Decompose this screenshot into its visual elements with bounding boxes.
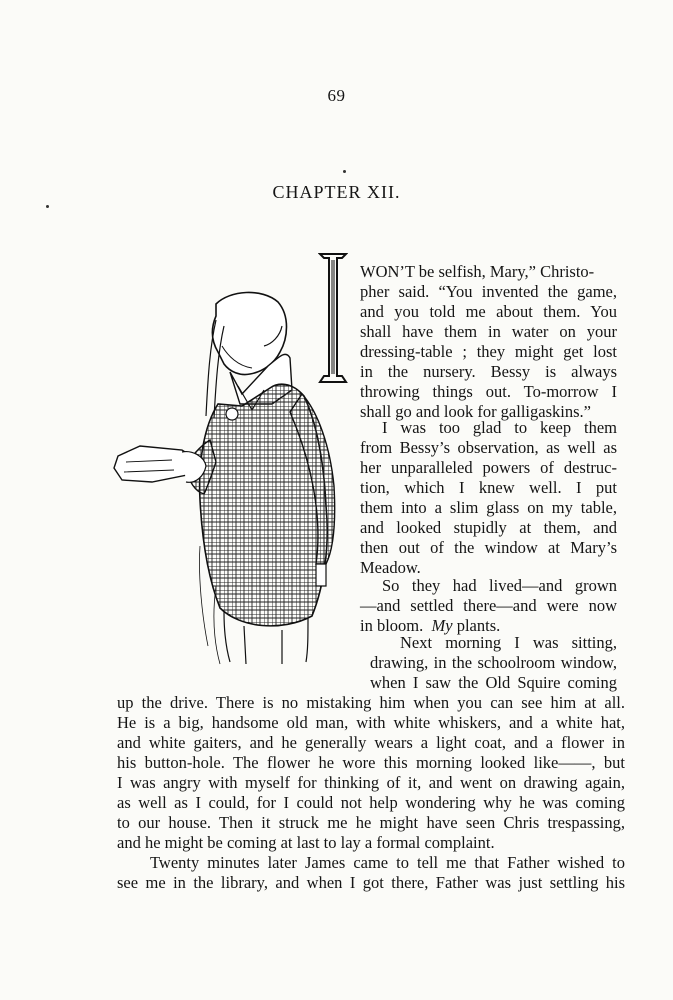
text-line: and white gaiters, and he generally wears a light coat, and a flower in bbox=[117, 733, 625, 752]
italic-word: My bbox=[431, 616, 453, 635]
text-line: throwing things out. To-morrow I bbox=[360, 382, 617, 401]
page-speck bbox=[46, 205, 49, 208]
text-line: dressing-table ; they might get lost bbox=[360, 342, 617, 361]
text-line: Meadow. bbox=[360, 558, 421, 577]
text-line: from Bessy’s observation, as well as bbox=[360, 438, 617, 457]
text-line: and you told me about them. You bbox=[360, 302, 617, 321]
text-line: I was angry with myself for thinking of it, and went on drawing again, bbox=[117, 773, 625, 792]
text-line: shall have them in water on your bbox=[360, 322, 617, 341]
text-line: and he might be coming at last to lay a formal complaint. bbox=[117, 833, 495, 852]
text-line: them into a slim glass on my table, bbox=[360, 498, 617, 517]
text-line: his button-hole. The flower he wore this morning looked like——, but bbox=[117, 753, 625, 772]
text-fragment: plants. bbox=[452, 616, 501, 635]
text-line: Next morning I was sitting, bbox=[400, 633, 617, 652]
squire-illustration bbox=[112, 286, 340, 666]
text-line: her unparalleled powers of destruc- bbox=[360, 458, 617, 477]
text-line: shall go and look for galligaskins.” bbox=[360, 402, 591, 421]
text-line: to our house. Then it struck me he might have seen Chris trespassing, bbox=[117, 813, 625, 832]
text-line: drawing, in the schoolroom window, bbox=[370, 653, 617, 672]
text-line: as well as I could, for I could not help wondering why he was coming bbox=[117, 793, 625, 812]
text-line: up the drive. There is no mistaking him when you can see him at all. bbox=[117, 693, 625, 712]
text-line: in the nursery. Bessy is always bbox=[360, 362, 617, 381]
text-line: He is a big, handsome old man, with white whiskers, and a white hat, bbox=[117, 713, 625, 732]
text-line: then out of the window at Mary’s bbox=[360, 538, 617, 557]
text-fragment: in bloom. bbox=[360, 616, 424, 635]
text-line: Twenty minutes later James came to tell me that Father wished to bbox=[150, 853, 625, 872]
text-line: So they had lived—and grown bbox=[382, 576, 617, 595]
text-line: WON’T be selfish, Mary,” Christo- bbox=[360, 262, 595, 281]
text-line: —and settled there—and were now bbox=[360, 596, 617, 615]
text-line: pher said. “You invented the game, bbox=[360, 282, 617, 301]
page-number: 69 bbox=[327, 86, 346, 105]
chapter-title: CHAPTER XII. bbox=[272, 182, 401, 202]
text-line: see me in the library, and when I got there, Father was just settling his bbox=[117, 873, 625, 892]
text-line: tion, which I knew well. I put bbox=[360, 478, 617, 497]
text-line: I was too glad to keep them bbox=[382, 418, 617, 437]
text-line: and looked stupidly at them, and bbox=[360, 518, 617, 537]
text-line: when I saw the Old Squire coming bbox=[370, 673, 617, 692]
page-speck bbox=[343, 170, 346, 173]
